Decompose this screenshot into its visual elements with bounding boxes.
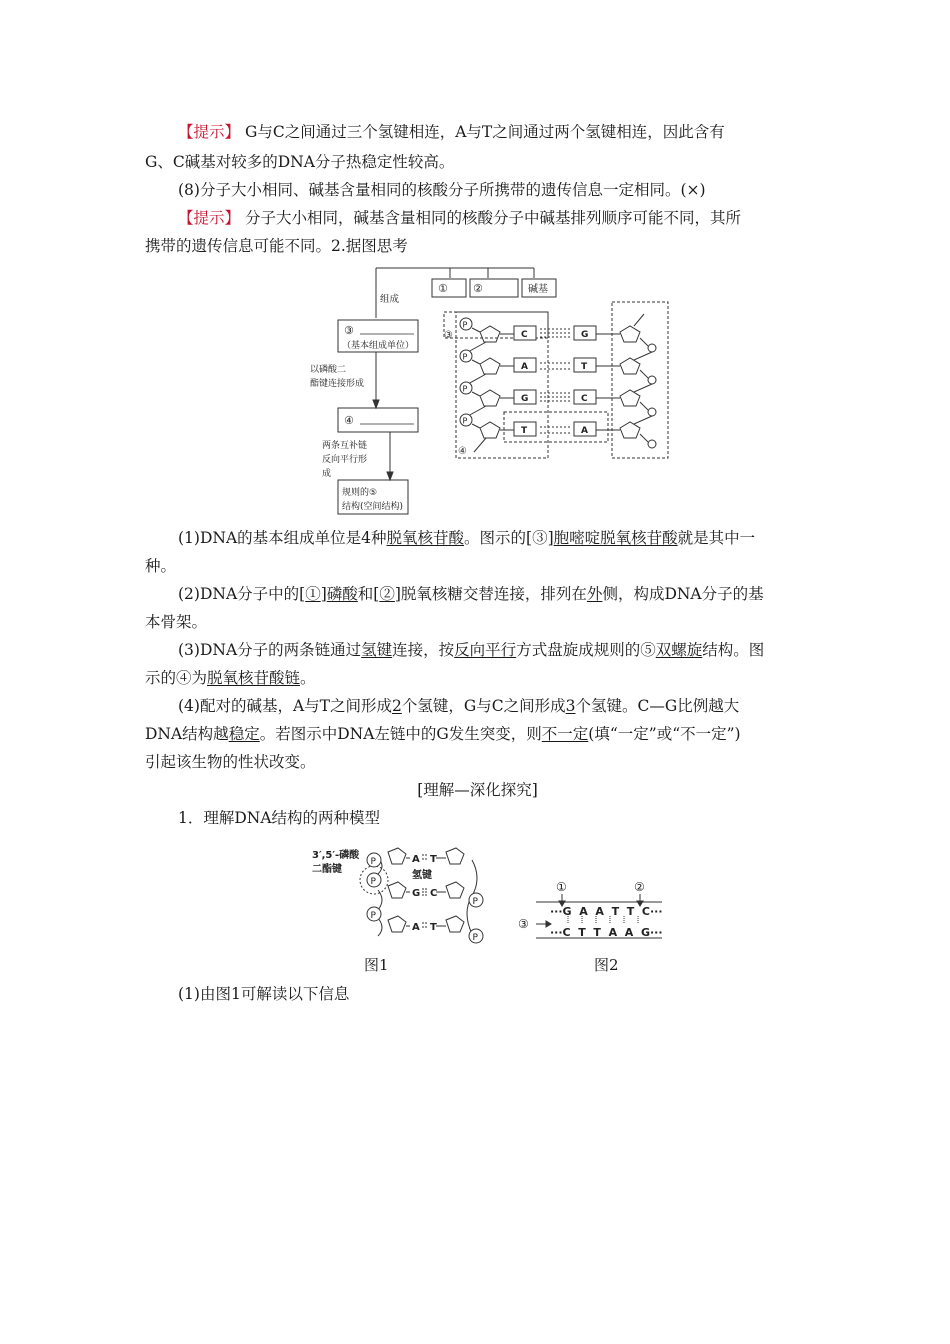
backbone-line — [468, 342, 486, 352]
phosphate-icon — [648, 408, 656, 416]
base: T — [430, 854, 437, 865]
text: DNA结构越 — [145, 725, 229, 743]
text: 个氢键。C—G比例越大 — [575, 697, 740, 715]
answer: 氢键 — [361, 641, 393, 659]
link1-l1: 以磷酸二 — [310, 365, 347, 375]
label-h-bond: 氢键 — [412, 870, 432, 881]
p-letter: P — [472, 897, 478, 907]
deoxyribose-icon — [480, 390, 500, 406]
p-letter: P — [370, 877, 376, 887]
answer: 双螺旋 — [655, 641, 703, 659]
strand-end-line — [634, 314, 644, 326]
label-base: 碱基 — [528, 284, 548, 295]
phosphate-icon — [648, 376, 656, 384]
p-letter: P — [462, 352, 468, 362]
top-strand: ···G A A T T C··· — [550, 905, 663, 918]
phosphate-icon — [648, 344, 656, 352]
p-letter: P — [370, 857, 376, 867]
deoxyribose-icon — [480, 358, 500, 374]
base: A — [412, 922, 420, 933]
bond-line — [640, 402, 648, 410]
answer: 磷酸 — [326, 585, 358, 603]
mark-3: ③ — [518, 917, 529, 931]
base-letter: C — [581, 394, 588, 404]
answer: 外 — [586, 585, 603, 603]
phosphate-group — [367, 853, 483, 943]
p-letter: P — [370, 911, 376, 921]
box3-sub: （基本组成单位） — [342, 341, 415, 351]
para-3 — [178, 640, 843, 660]
answer: 脱氧核苷酸 — [386, 529, 465, 547]
label-bond-l1: 3′,5′-磷酸 — [312, 850, 360, 861]
para-4-cont-1 — [145, 724, 810, 744]
mark-2: ② — [634, 880, 645, 894]
para-2-cont: 本骨架。 — [145, 613, 208, 631]
text: (1)DNA的基本组成单位是4种 — [178, 529, 387, 547]
backbone-line — [634, 384, 652, 392]
link2-l2: 反向平行形 — [322, 455, 368, 465]
p-letter: P — [472, 933, 478, 943]
hint-text: 分子大小相同，碱基含量相同的核酸分子中碱基排列顺序可能不同，其所 — [244, 209, 741, 227]
base-letter: A — [521, 362, 528, 372]
hint-line-2 — [178, 208, 843, 228]
text: 。 — [300, 669, 316, 687]
base-letter: C — [521, 330, 528, 340]
dna-model-figure-1 — [312, 838, 492, 950]
base-letter: G — [581, 330, 589, 340]
label-bond-l2: 二酯键 — [312, 864, 342, 875]
base: C — [430, 888, 438, 899]
base-letter: T — [581, 362, 588, 372]
backbone-line — [634, 352, 652, 360]
box4-num: ④ — [344, 414, 354, 427]
text: ] — [320, 585, 327, 603]
base-letter: G — [521, 394, 529, 404]
para-1-cont: 种。 — [145, 557, 177, 575]
para-4 — [178, 696, 843, 716]
answer: ② — [379, 585, 395, 603]
deoxyribose-icon — [480, 326, 500, 342]
hint-line-1 — [178, 122, 843, 142]
bond-line — [640, 370, 648, 378]
bond-line — [472, 360, 480, 364]
bond-line — [472, 424, 480, 428]
dna-structure-diagram — [308, 262, 678, 518]
answer: 3 — [565, 697, 576, 715]
deoxyribose-icon — [620, 358, 640, 374]
answer: 2 — [392, 697, 402, 715]
mark-3: ③ — [444, 330, 453, 341]
hint-label: 【提示】 — [178, 209, 241, 227]
text: 示的④为 — [145, 669, 208, 687]
hint-line-1-cont: G、C碱基对较多的DNA分子热稳定性较高。 — [145, 153, 455, 171]
p-letter: P — [462, 384, 468, 394]
base: G — [412, 888, 421, 899]
mark-4: ④ — [458, 446, 467, 457]
text: 就是其中一 — [677, 529, 756, 547]
bond-line — [472, 328, 480, 332]
bond-line — [640, 434, 648, 442]
base-letter: A — [581, 426, 588, 436]
backbone-line — [468, 406, 486, 416]
para-3-cont — [145, 668, 810, 688]
text: 结构。图 — [702, 641, 765, 659]
label-compose: 组成 — [380, 294, 400, 305]
answer: 不一定 — [541, 725, 589, 743]
text: 方式盘旋成规则的⑤ — [516, 641, 656, 659]
para-1 — [178, 528, 843, 548]
text: 连接，按 — [392, 641, 455, 659]
text: (3)DNA分子的两条链通过 — [178, 641, 362, 659]
box3-num: ③ — [344, 324, 354, 337]
hint-line-2-cont: 携带的遗传信息可能不同。2.据图思考 — [145, 237, 408, 255]
text: 和[ — [357, 585, 380, 603]
deoxyribose-icon — [620, 326, 640, 342]
answer: ① — [305, 585, 321, 603]
link2-l1: 两条互补链 — [322, 441, 368, 451]
item-8: (8)分子大小相同、碱基含量相同的核酸分子所携带的遗传信息一定相同。(×) — [178, 181, 706, 199]
para-4-cont-2: 引起该生物的性状改变。 — [145, 753, 316, 771]
hint-text: G与C之间通过三个氢键相连，A与T之间通过两个氢键相连，因此含有 — [244, 123, 725, 141]
figure-1-caption: 图1 — [364, 956, 389, 974]
hint-label: 【提示】 — [178, 123, 241, 141]
answer: 反向平行 — [454, 641, 517, 659]
answer: 胞嘧啶脱氧核苷酸 — [553, 529, 678, 547]
backbone-line — [634, 416, 652, 424]
nucleotide-strands — [460, 314, 656, 452]
deoxyribose-icon — [620, 390, 640, 406]
section-title: [理解—深化探究] — [417, 781, 538, 799]
backbone-line — [468, 374, 486, 384]
text: (填“一定”或“不一定”) — [588, 725, 741, 743]
text: 。图示的[③] — [464, 529, 554, 547]
p-letter: P — [462, 416, 468, 426]
link2-l3: 成 — [322, 469, 332, 479]
base-letter: T — [521, 426, 528, 436]
base: A — [412, 854, 420, 865]
mark-1: ① — [556, 880, 567, 894]
label-circle-2: ② — [473, 282, 483, 295]
deoxyribose-icon — [480, 422, 500, 438]
text: ]脱氧核糖交替连接，排列在 — [394, 585, 587, 603]
item-1-title: 1．理解DNA结构的两种模型 — [178, 809, 381, 827]
box5-l1: 规则的⑤ — [342, 488, 378, 498]
link1-l2: 酯键连接形成 — [310, 379, 365, 389]
phosphate-icon — [648, 440, 656, 448]
text: 个氢键，G与C之间形成 — [401, 697, 566, 715]
bottom-strand: ···C T T A A G··· — [550, 926, 663, 939]
strand-end-line — [474, 438, 486, 452]
box5-l2: 结构(空间结构) — [342, 502, 404, 512]
figure-2-caption: 图2 — [594, 956, 619, 974]
bond-line — [472, 392, 480, 396]
last-line: (1)由图1可解读以下信息 — [178, 985, 350, 1003]
answer: 稳定 — [228, 725, 260, 743]
bond-line — [640, 338, 648, 346]
text: (2)DNA分子中的[ — [178, 585, 306, 603]
para-2 — [178, 584, 843, 604]
deoxyribose-icon — [620, 422, 640, 438]
text: 侧，构成DNA分子的基 — [602, 585, 764, 603]
text: 。若图示中DNA左链中的G发生突变，则 — [259, 725, 542, 743]
answer: 脱氧核苷酸链 — [207, 669, 301, 687]
dna-model-figure-2 — [516, 880, 666, 946]
text: (4)配对的碱基，A与T之间形成 — [178, 697, 392, 715]
p-letter: P — [462, 320, 468, 330]
base: T — [430, 922, 437, 933]
label-circle-1: ① — [438, 282, 448, 295]
